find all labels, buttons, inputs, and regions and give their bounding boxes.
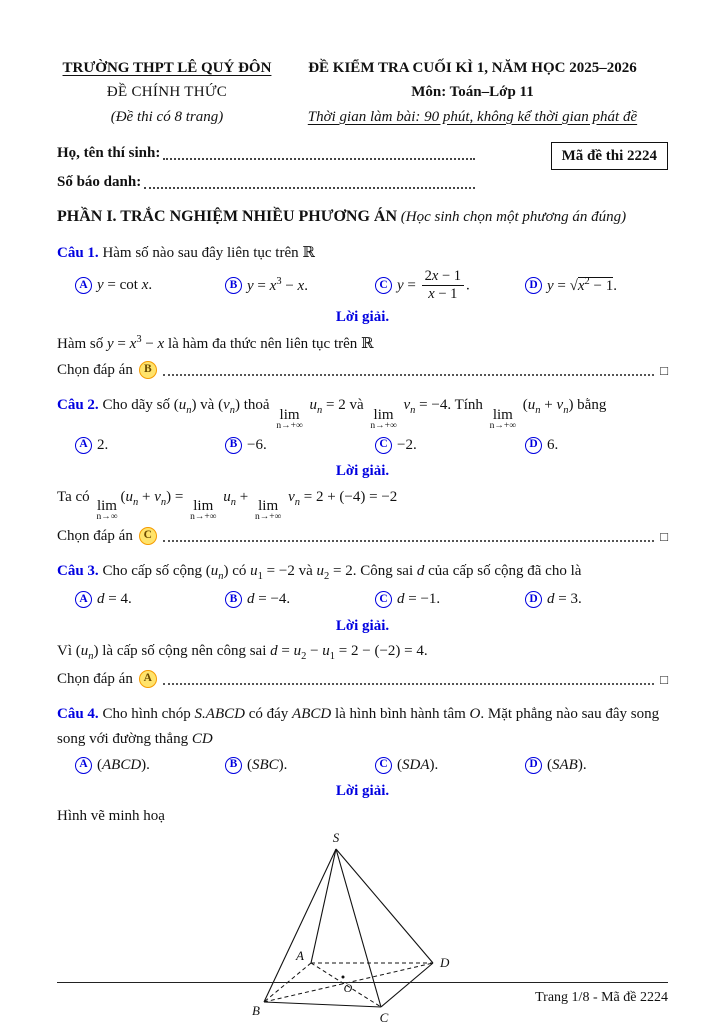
answer-line (57, 524, 668, 548)
label-d: D (439, 954, 449, 970)
option-d (525, 273, 668, 298)
question-2 (57, 393, 668, 548)
label-a: A (295, 947, 304, 963)
question-label: Câu 4. (57, 706, 99, 723)
solution-heading: Lời giải. (335, 309, 390, 326)
question-text: Hàm số nào sau đây liên tục trên ℝ (102, 245, 315, 262)
student-id-line (57, 170, 475, 194)
option-text: (SBC). (247, 756, 288, 773)
option-text: (SDA). (397, 756, 439, 773)
solution-heading: Lời giải. (335, 783, 390, 800)
exam-code-box: Mã đề thi 2224 (551, 142, 668, 170)
dotted-leader (163, 683, 654, 685)
question-1 (57, 241, 668, 382)
question-text: Cho dãy số $(u_n)$ và $(v_n)$ thoả lim n→+∞ $u_n = 2$ và lim n→+∞ $v_n = -4$. Tính lim n→+∞ $(u_n + v_n)$ bằng (102, 397, 607, 431)
answer-line (57, 358, 668, 382)
option-d (525, 433, 668, 457)
option-text: $y = x^3 - x$. (247, 275, 308, 294)
question-text: Cho cấp số cộng $(u_n)$ có $u_1 = -2$ và $u_2 = 2$. Công sai d của cấp số cộng đã cho là (102, 563, 582, 583)
option-letter-circle: D (525, 591, 542, 608)
header-right (277, 56, 668, 129)
student-id-dotted-line (144, 187, 475, 189)
option-letter-circle: B (225, 277, 242, 294)
point-o-dot (341, 975, 344, 978)
option-text: $y = √x^2 - 1$. (547, 275, 618, 294)
end-checkbox: □ (660, 671, 668, 687)
option-b (225, 433, 375, 457)
answer-prefix: Chọn đáp án (57, 670, 133, 687)
option-letter-circle: A (75, 437, 92, 454)
part1-title: PHẦN I. TRẮC NGHIỆM NHIỀU PHƯƠNG ÁN (57, 208, 398, 226)
option-c (375, 753, 525, 777)
option-letter-circle: D (525, 437, 542, 454)
option-c (375, 587, 525, 611)
option-b (225, 587, 375, 611)
question-stem (57, 241, 668, 265)
option-letter-circle: B (225, 591, 242, 608)
label-s: S (332, 830, 339, 845)
option-letter-circle: C (375, 277, 392, 294)
option-letter-circle: B (225, 437, 242, 454)
option-a (75, 433, 225, 457)
question-stem (57, 559, 668, 585)
option-letter-circle: C (375, 757, 392, 774)
option-text: (SAB). (547, 756, 587, 773)
student-name-dotted-line (163, 158, 475, 160)
option-b (225, 753, 375, 777)
option-text: (ABCD). (97, 756, 150, 773)
options-row (75, 587, 668, 611)
figure-note: Hình vẽ minh hoạ (57, 808, 165, 825)
exam-type: ĐỀ CHÍNH THỨC (106, 84, 228, 101)
option-letter-circle: A (75, 591, 92, 608)
option-c (375, 433, 525, 457)
student-info (57, 141, 668, 170)
option-text: d = −4. (247, 591, 291, 608)
question-text: Cho hình chóp S.ABCD có đáy ABCD là hình bình hành tâm O. Mặt phẳng nào sau đây song song với đường thẳng CD (57, 706, 660, 747)
option-letter-circle: B (225, 757, 242, 774)
answer-letter-circle: A (139, 670, 157, 688)
footer-page-number: Trang 1/8 - Mã đề 2224 (535, 990, 668, 1006)
pages-note: (Đề thi có 8 trang) (110, 108, 224, 125)
dotted-leader (163, 374, 654, 376)
solution-text: Ta có lim n→∞ $(u_n + v_n) = \lim$ n→+∞ $u_n + \lim$ n→+∞ $v_n = 2 + (-4) = -2$ (57, 488, 398, 523)
dotted-leader (163, 540, 654, 542)
question-label: Câu 2. (57, 397, 99, 414)
exam-subject: Môn: Toán–Lớp 11 (411, 84, 534, 101)
option-text: d = 3. (547, 591, 582, 608)
solution-heading: Lời giải. (335, 617, 390, 634)
page-footer (57, 982, 668, 1010)
end-checkbox: □ (660, 362, 668, 378)
answer-prefix: Chọn đáp án (57, 528, 133, 545)
answer-prefix: Chọn đáp án (57, 362, 133, 379)
option-d (525, 587, 668, 611)
option-text: y = $\frac{2x - 1}{x - 1}$ . (397, 267, 470, 303)
options-row (75, 433, 668, 457)
option-letter-circle: C (375, 437, 392, 454)
answer-letter-circle: B (139, 361, 157, 379)
label-c: C (379, 1009, 388, 1025)
question-stem (57, 393, 668, 431)
question-3 (57, 559, 668, 691)
option-text: 2. (97, 436, 109, 453)
school-name: TRƯỜNG THPT LÊ QUÝ ĐÔN (62, 60, 272, 76)
option-letter-circle: D (525, 757, 542, 774)
option-a (75, 753, 225, 777)
question-label: Câu 1. (57, 245, 99, 262)
question-label: Câu 3. (57, 563, 99, 580)
exam-title: ĐỀ KIỂM TRA CUỐI KÌ 1, NĂM HỌC 2025–2026 (308, 60, 637, 76)
label-o: O (343, 980, 352, 995)
option-letter-circle: D (525, 277, 542, 294)
option-a (75, 273, 225, 297)
student-name-line (57, 141, 475, 165)
option-text: y = cot x. (97, 277, 153, 294)
option-text: −2. (397, 436, 417, 453)
option-text: d = 4. (97, 591, 132, 608)
end-checkbox: □ (660, 528, 668, 544)
label-b: B (251, 1002, 260, 1018)
option-letter-circle: A (75, 277, 92, 294)
part1-note: (Học sinh chọn một phương án đúng) (400, 209, 627, 226)
solution-text: Vì $(u_n)$ là cấp số cộng nên công sai $d = u_2 - u_1 = 2 - (-2) = 4$. (57, 642, 428, 662)
exam-duration: Thời gian làm bài: 90 phút, không kể thời gian phát đề (307, 108, 638, 125)
options-row (75, 268, 668, 304)
answer-letter-circle: C (139, 527, 157, 545)
option-letter-circle: A (75, 757, 92, 774)
header-left (57, 56, 277, 129)
solution-text: Hàm số $y = x^3 - x$ là hàm đa thức nên liên tục trên ℝ (57, 333, 374, 352)
option-text: 6. (547, 436, 559, 453)
option-d (525, 753, 668, 777)
question-stem (57, 702, 668, 751)
student-id-label: Số báo danh: (57, 174, 142, 191)
options-row (75, 753, 668, 777)
option-text: −6. (247, 436, 267, 453)
option-a (75, 587, 225, 611)
option-text: d = −1. (397, 591, 441, 608)
option-letter-circle: C (375, 591, 392, 608)
solution-heading: Lời giải. (335, 463, 390, 480)
answer-line (57, 667, 668, 691)
option-c (375, 268, 525, 304)
page-header (57, 56, 668, 129)
part1-heading (57, 204, 668, 230)
student-name-label: Họ, tên thí sinh: (57, 144, 161, 161)
option-b (225, 273, 375, 298)
